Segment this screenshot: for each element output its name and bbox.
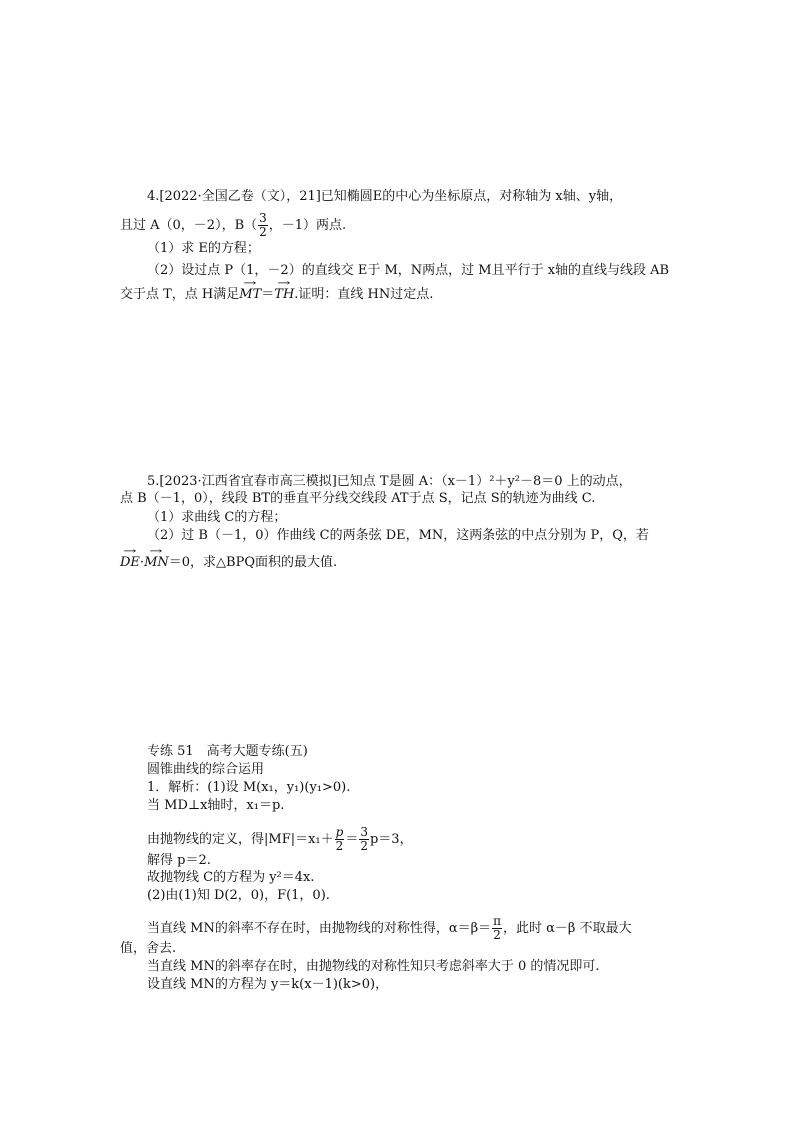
fraction-numerator: p bbox=[335, 825, 344, 839]
answer-line-5: 故抛物线 C的方程为 y²＝4x. bbox=[147, 870, 315, 885]
problem-4-part-2: （2）设过点 P（1，－2）的直线交 E于 M，N两点，过 M且平行于 x轴的直线与线段 AB bbox=[147, 263, 670, 278]
problem-4-text: 交于点 T，点 H满足 bbox=[120, 287, 240, 302]
answer-line-6: (2)由(1)知 D(2，0)，F(1，0). bbox=[147, 888, 330, 903]
answer-text: 当直线 MN的斜率不存在时，由抛物线的对称性得，α＝β＝ bbox=[147, 921, 492, 936]
fraction-denominator: 2 bbox=[335, 839, 344, 853]
answer-text: p＝3， bbox=[369, 832, 413, 847]
answer-line-2: 当 MD⊥x轴时，x₁＝p. bbox=[147, 798, 285, 813]
fraction-denominator: 2 bbox=[360, 839, 368, 853]
answer-text: ，此时 α－β 不取最大 bbox=[503, 921, 632, 936]
answer-text: ＝ bbox=[345, 832, 359, 847]
fraction-denominator: 2 bbox=[493, 928, 501, 942]
vector-de: → DE bbox=[120, 555, 140, 571]
fraction-pi-over-2 bbox=[492, 915, 502, 942]
fraction-denominator: 2 bbox=[259, 225, 267, 239]
problem-4-text: 且过 A（0，－2），B（ bbox=[120, 218, 258, 233]
fraction-numerator: 3 bbox=[360, 825, 368, 839]
answer-title: 专练 51 高考大题专练(五) bbox=[147, 744, 308, 759]
vector-mn: → MN bbox=[144, 555, 169, 571]
problem-5-line-1: 5.[2023·江西省宜春市高三模拟]已知点 T是圆 A：（x－1）²＋y²－8＝0 上的动点， bbox=[147, 474, 632, 489]
problem-5-line-2: 点 B（－1，0），线段 BT的垂直平分线交线段 AT于点 S，记点 S的轨迹为曲线 C. bbox=[120, 491, 596, 506]
problem-5-part-2: （2）过 B（－1，0）作曲线 C的两条弦 DE，MN，这两条弦的中点分别为 P，Q，若 bbox=[147, 528, 649, 543]
problem-5-text: ＝0，求△BPQ面积的最大值. bbox=[168, 555, 338, 570]
fraction-numerator: 3 bbox=[259, 211, 267, 225]
problem-4-line-2 bbox=[120, 212, 346, 239]
dot-product: · bbox=[139, 555, 145, 570]
problem-4-line-5 bbox=[120, 287, 433, 303]
answer-line-7 bbox=[147, 915, 632, 942]
answer-line-3 bbox=[147, 826, 413, 853]
problem-4-text: .证明：直线 HN过定点. bbox=[294, 287, 434, 302]
answer-line-9: 当直线 MN的斜率存在时，由抛物线的对称性知只考虑斜率大于 0 的情况即可. bbox=[147, 959, 600, 974]
problem-4-line-1: 4.[2022·全国乙卷（文），21]已知椭圆E的中心为坐标原点，对称轴为 x轴、y轴， bbox=[147, 189, 623, 204]
problem-5-line-5 bbox=[120, 555, 337, 571]
answer-line-1: 1．解析：(1)设 M(x₁，y₁)(y₁>0). bbox=[147, 780, 351, 795]
answer-subtitle: 圆锥曲线的综合运用 bbox=[147, 762, 265, 777]
problem-5-part-1: （1）求曲线 C的方程； bbox=[147, 510, 287, 525]
problem-4-text: ，－1）两点. bbox=[268, 218, 347, 233]
answer-line-4: 解得 p＝2. bbox=[147, 853, 211, 868]
answer-text: 由抛物线的定义，得|MF|＝x₁＋ bbox=[147, 832, 334, 847]
answer-line-10: 设直线 MN的方程为 y＝k(x－1)(k>0)， bbox=[147, 977, 389, 992]
answer-line-8: 值，舍去. bbox=[120, 941, 177, 956]
fraction-p-over-2 bbox=[335, 826, 345, 853]
vector-th: → TH bbox=[274, 287, 294, 303]
problem-4-part-1: （1）求 E的方程； bbox=[147, 241, 260, 256]
vector-mt: → MT bbox=[239, 287, 261, 303]
fraction-three-halves bbox=[258, 212, 268, 239]
equals-sign: ＝ bbox=[261, 287, 275, 302]
fraction-three-halves bbox=[359, 826, 369, 853]
fraction-numerator: π bbox=[493, 914, 502, 928]
